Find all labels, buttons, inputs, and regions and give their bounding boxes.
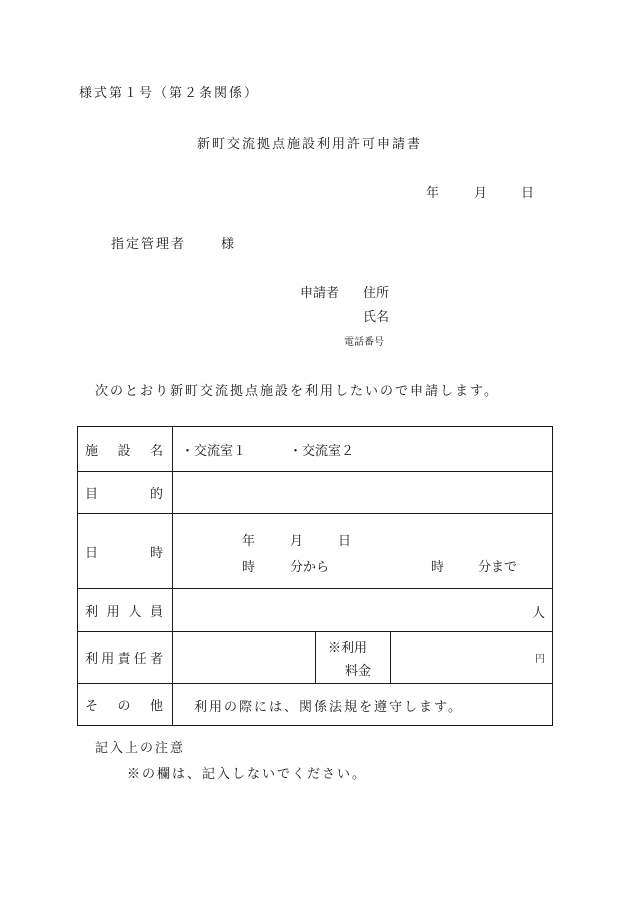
notes-heading: 記入上の注意 — [95, 741, 186, 756]
datetime-minute-to: 分まで — [478, 560, 518, 575]
applicant-name-label: 氏名 — [363, 310, 390, 325]
applicant-phone-label: 電話番号 — [344, 337, 384, 348]
datetime-day: 日 — [338, 534, 352, 549]
fee-label-line1: ※利用 — [328, 641, 368, 656]
datetime-minute-from: 分から — [290, 560, 330, 575]
document-title: 新町交流拠点施設利用許可申請書 — [197, 137, 423, 152]
fee-unit: 円 — [535, 654, 546, 665]
fee-label — [316, 632, 391, 684]
row-facility — [78, 427, 553, 472]
datetime-label: 日 時 — [78, 514, 173, 589]
purpose-field[interactable] — [173, 472, 553, 514]
fee-label-line2: 料金 — [345, 664, 372, 679]
notes-item: ※の欄は、記入しないでください。 — [127, 767, 368, 782]
datetime-year: 年 — [242, 534, 256, 549]
row-datetime — [78, 514, 553, 589]
datetime-hour-from: 時 — [242, 560, 256, 575]
facility-label: 施 設 名 — [78, 427, 173, 472]
fee-field — [391, 632, 553, 684]
form-number: 様式第１号（第２条関係） — [79, 86, 260, 101]
date-month-label: 月 — [474, 186, 488, 201]
intro-text: 次のとおり新町交流拠点施設を利用したいので申請します。 — [95, 384, 499, 399]
facility-options-cell — [173, 427, 553, 472]
other-field — [173, 684, 553, 726]
responsible-field[interactable] — [173, 632, 316, 684]
users-unit: 人 — [532, 606, 546, 621]
applicant-label: 申請者 — [300, 286, 340, 301]
facility-option-room1[interactable]: ・交流室１ — [181, 444, 247, 459]
facility-option-room2[interactable]: ・交流室２ — [289, 444, 355, 459]
datetime-field[interactable] — [173, 514, 553, 589]
row-purpose — [78, 472, 553, 514]
applicant-address-label: 住所 — [363, 286, 390, 301]
other-label: そ の 他 — [78, 684, 173, 726]
row-users — [78, 589, 553, 632]
users-field[interactable] — [173, 589, 553, 632]
row-responsible — [78, 632, 553, 684]
users-label: 利 用 人 員 — [78, 589, 173, 632]
row-other — [78, 684, 553, 726]
purpose-label: 目 的 — [78, 472, 173, 514]
date-year-label: 年 — [426, 186, 440, 201]
responsible-label: 利 用 責 任 者 — [78, 632, 173, 684]
other-text: 利用の際には、関係法規を遵守します。 — [194, 700, 463, 715]
date-day-label: 日 — [521, 186, 535, 201]
addressee: 指定管理者 — [111, 237, 187, 252]
datetime-hour-to: 時 — [431, 560, 445, 575]
application-table — [77, 426, 553, 726]
datetime-month: 月 — [290, 534, 304, 549]
addressee-suffix: 様 — [221, 237, 235, 252]
